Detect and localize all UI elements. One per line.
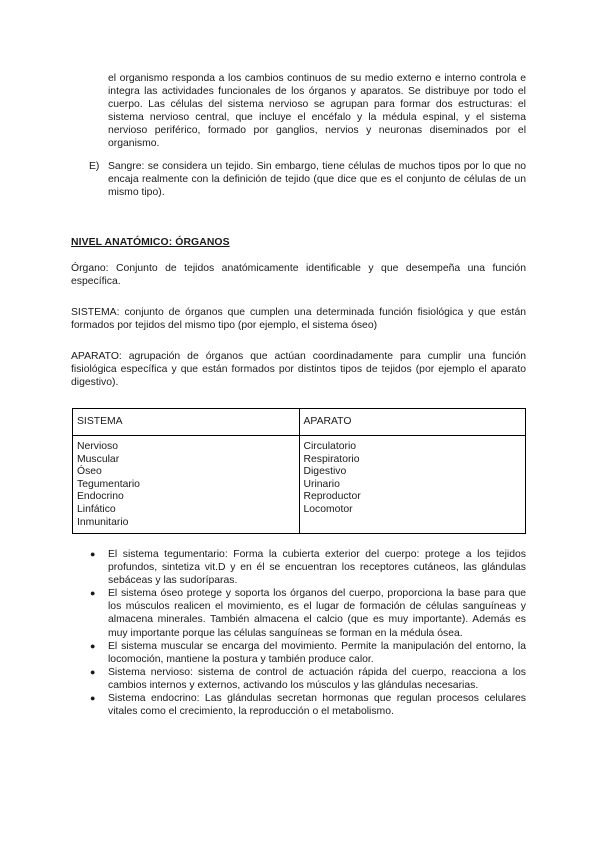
bullet-icon: ●	[90, 666, 96, 677]
list-item	[90, 548, 526, 587]
aparato-item: Respiratorio	[303, 453, 360, 465]
bullet-text-nervioso: Sistema nervioso: sistema de control de actuación rápida del cuerpo, reacciona a los cambios internos y externos, activando los músculos y las glándulas necesarias.	[108, 666, 526, 691]
aparatos-cell	[299, 436, 526, 534]
sistema-item: Nervioso	[77, 441, 118, 452]
bullet-icon: ●	[90, 640, 96, 651]
sistema-item: Endocrino	[77, 491, 124, 503]
list-item	[90, 666, 526, 692]
bullet-icon: ●	[90, 549, 96, 559]
bullet-icon: ●	[90, 693, 96, 704]
list-item	[90, 587, 526, 639]
list-marker-e: E)	[89, 161, 100, 172]
sistema-item: Inmunitario	[77, 516, 129, 528]
paragraph-sistema: SISTEMA: conjunto de órganos que cumplen una determinada función fisiológica y que están formados por tejidos del mismo tipo (por ejemplo, el sistema óseo)	[71, 307, 526, 332]
systems-table	[72, 408, 526, 534]
section-heading: NIVEL ANATÓMICO: ÓRGANOS	[71, 237, 230, 248]
list-item-e	[89, 160, 526, 199]
list-item	[90, 640, 526, 666]
table-header-sistema: SISTEMA	[73, 409, 300, 436]
sistema-item: Óseo	[77, 466, 102, 478]
bullet-text-endocrino: Sistema endocrino: Las glándulas secretan hormonas que regulan procesos celulares vitales como el crecimiento, la reproducción o el metabolismo.	[108, 693, 526, 718]
bullet-text-tegumentario: El sistema tegumentario: Forma la cubierta exterior del cuerpo: protege a los tejidos profundos, sintetiza vit.D y en él se encuentran los receptores cutáneos, las glándulas sebáceas y las sudoríparas.	[108, 549, 526, 587]
sistema-item: Linfático	[77, 503, 116, 515]
sistema-item: Tegumentario	[77, 478, 140, 490]
systems-bullet-list	[90, 548, 526, 718]
table-row	[73, 436, 526, 534]
list-item	[90, 692, 526, 718]
bullet-icon: ●	[90, 588, 96, 599]
aparato-item: Digestivo	[303, 466, 347, 478]
bullet-text-oseo: El sistema óseo protege y soporta los órganos del cuerpo, proporciona la base para que los músculos realicen el movimiento, es el lugar de formación de células sanguíneas y almacena minerales. También almacena el calcio (que es muy importante). Además es muy importante porque las células sanguíneas se forman en la médula ósea.	[108, 588, 526, 639]
table-header-row	[73, 409, 526, 436]
sistemas-cell	[73, 436, 300, 534]
paragraph-organo: Órgano: Conjunto de tejidos anatómicamente identificable y que desempeña una función específica.	[71, 263, 526, 288]
table-header-aparato: APARATO	[299, 409, 526, 436]
paragraph-aparato: APARATO: agrupación de órganos que actúan coordinadamente para cumplir una función fisiológica específica y que están formados por distintos tipos de tejidos (por ejemplo el aparato digestivo).	[71, 351, 526, 389]
sistema-item: Muscular	[77, 453, 120, 465]
aparato-item: Circulatorio	[303, 441, 357, 452]
nervous-system-continuation: el organismo responda a los cambios continuos de su medio externo e interno controla e integra las actividades funcionales de los órganos y aparatos. Se distribuye por todo el cuerpo. Las células del sistema nervioso se agrupan para formar dos estructuras: el sistema nervioso central, que incluye el encéfalo y la médula espinal, y el sistema nervioso periférico, formado por ganglios, nervios y neuronas diseminados por el organismo.	[108, 73, 526, 150]
aparato-item: Reproductor	[303, 491, 361, 503]
aparato-item: Locomotor	[303, 503, 353, 515]
list-item-e-text: Sangre: se considera un tejido. Sin embargo, tiene células de muchos tipos por lo que no encaja realmente con la definición de tejido (que dice que es el conjunto de células de un mismo tipo).	[108, 161, 526, 199]
bullet-text-muscular: El sistema muscular se encarga del movimiento. Permite la manipulación del entorno, la locomoción, mantiene la postura y también produce calor.	[108, 640, 526, 665]
aparato-item: Urinario	[303, 478, 340, 490]
